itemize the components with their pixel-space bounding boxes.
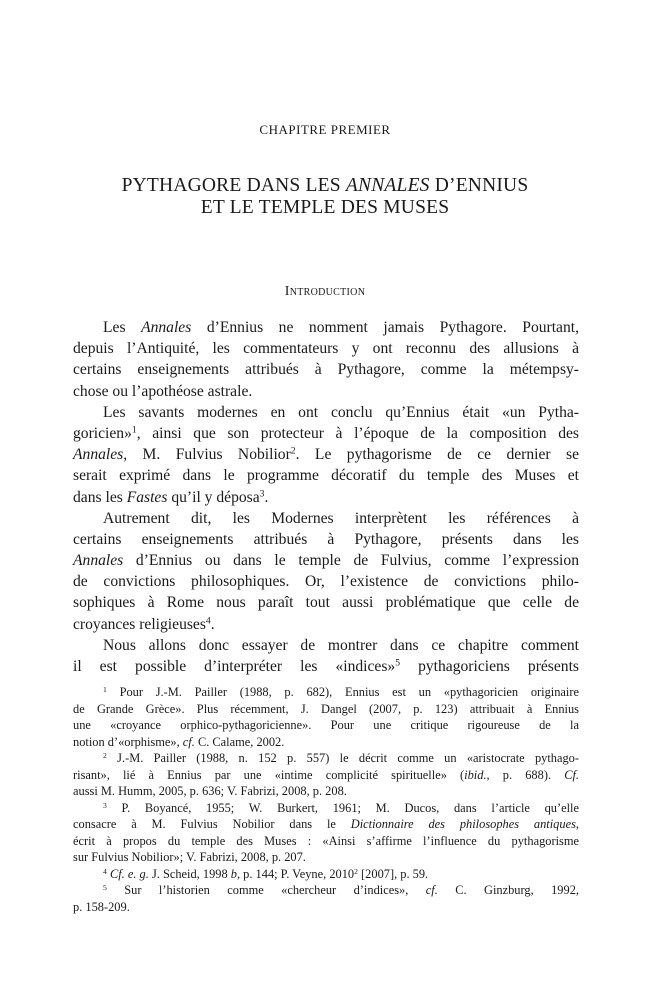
text: risant», lié à Ennius par une «intime complicité spirituelle» ( <box>73 767 465 782</box>
footnote-ref[interactable]: 1 <box>131 424 137 436</box>
footnote-line <box>73 734 579 751</box>
text: , <box>575 817 580 831</box>
italic-text: Annales <box>73 552 124 570</box>
text: . <box>210 615 215 633</box>
title-text: D’ENNIUS <box>429 175 529 196</box>
italic-text: Annales <box>73 446 124 464</box>
italic-text: Cf. <box>564 767 579 782</box>
body-line <box>73 550 579 571</box>
italic-text: b <box>230 866 237 881</box>
text: Les <box>103 319 142 336</box>
body-line: sophiques à Rome nous paraît tout aussi problématique que celle de <box>73 594 579 612</box>
text: d’Ennius ou dans le temple de Fulvius, comme l’expression <box>123 552 579 570</box>
text: il est possible d’interpréter les «indices» <box>73 658 396 675</box>
body-line <box>73 423 579 444</box>
footnote-ref[interactable]: 2 <box>290 445 296 457</box>
footnote-line <box>73 767 579 784</box>
body-line: Autrement dit, les Modernes interprètent les références à <box>103 509 579 527</box>
footnote-line: de Grande Grèce». Plus récemment, J. Dangel (2007, p. 123) attribuait à Ennius <box>73 701 579 716</box>
footnote-line <box>73 684 579 701</box>
text: notion d’«orphisme», <box>73 734 183 749</box>
text: d’Ennius ne nomment jamais Pythagore. Pourtant, <box>191 319 580 336</box>
footnote-number: 1 <box>103 684 107 694</box>
footnote-line <box>73 882 579 899</box>
text: J.-M. Pailler (1988, n. 152 p. 557) le décrit comme un «aristocrate pythago- <box>106 751 579 765</box>
text: P. Boyancé, 1955; W. Burkert, 1961; M. Ducos, dans l’article qu’elle <box>106 800 579 815</box>
italic-text: ibid. <box>464 767 487 782</box>
footnote-line: p. 158-209. <box>73 899 130 914</box>
footnote-line: écrit à propos du temple des Muses : «Ainsi s’affirme l’influence du pythagorisme <box>73 833 579 848</box>
text: . Le pythagorisme de ce dernier se <box>295 446 579 464</box>
body-line: depuis l’Antiquité, les commentateurs y ont reconnu des allusions à <box>73 340 579 358</box>
footnote-ref[interactable]: 5 <box>395 657 401 669</box>
footnote-line: sur Fulvius Nobilior»; V. Fabrizi, 2008, p. 207. <box>73 850 306 864</box>
text: consacre à M. Fulvius Nobilior dans le <box>73 817 351 831</box>
text: qu’il y déposa <box>167 488 260 506</box>
italic-text: cf. <box>182 734 195 749</box>
body-text <box>73 317 579 677</box>
text: . <box>264 488 269 506</box>
chapter-title-line-2: ET LE TEMPLE DES MUSES <box>200 197 450 218</box>
footnote-line <box>73 750 579 767</box>
footnote-line <box>73 800 579 817</box>
italic-text: Annales <box>141 319 192 336</box>
body-line: chose ou l’apothéose astrale. <box>73 382 253 400</box>
text: goricien» <box>73 424 132 442</box>
footnote-number: 4 <box>103 866 107 876</box>
italic-text: Dictionnaire des philosophes antiques <box>350 817 576 831</box>
italic-text: Fastes <box>126 488 168 506</box>
body-line <box>73 444 579 465</box>
body-line: Les savants modernes en ont conclu qu’Ennius était «un Pytha- <box>103 403 579 421</box>
text: pythagoriciens présents <box>400 658 579 675</box>
body-line: Nous allons donc essayer de montrer dans ce chapitre comment <box>103 636 579 654</box>
body-line: de convictions philosophiques. Or, l’existence de convictions philo- <box>73 573 579 591</box>
italic-text: cf. <box>425 883 438 897</box>
text: dans les <box>73 488 127 506</box>
footnote-line: une «croyance orphico-pythagoricienne». Pour une critique rigoureuse de la <box>73 718 579 732</box>
chapter-title-line-1 <box>0 175 650 197</box>
body-line <box>73 317 579 338</box>
text: , p. 144; P. Veyne, 2010 <box>236 866 355 881</box>
text: Pour J.-M. Pailler (1988, p. 682), Ennius est un «pythagoricien originaire <box>106 685 579 699</box>
italic-text: Cf. e. g. <box>106 866 149 881</box>
footnote-line <box>73 866 579 883</box>
body-line <box>73 487 579 508</box>
text: , M. Fulvius Nobilior <box>123 446 291 464</box>
body-line <box>73 614 579 635</box>
chapter-title <box>0 175 650 219</box>
body-line: serait exprimé dans le programme décoratif du temple des Muses et <box>73 467 579 485</box>
text: [2007], p. 59. <box>357 866 429 881</box>
section-heading: Introduction <box>284 284 366 299</box>
body-line: certains enseignements attribués à Pythagore, comme la métempsy- <box>73 361 579 379</box>
text: C. Calame, 2002. <box>194 734 285 749</box>
footnote-number: 3 <box>103 800 107 810</box>
footnotes <box>73 684 579 915</box>
body-line: certains enseignements attribués à Pythagore, présents dans les <box>73 530 579 548</box>
footnote-number: 2 <box>103 750 107 760</box>
footnote-ref[interactable]: 4 <box>205 615 211 627</box>
footnote-line: aussi M. Humm, 2005, p. 636; V. Fabrizi, 2008, p. 208. <box>73 784 347 798</box>
body-line <box>73 656 579 677</box>
footnote-ref[interactable]: 3 <box>259 488 265 500</box>
footnote-line <box>73 816 579 833</box>
chapter-label: CHAPITRE PREMIER <box>259 122 391 137</box>
title-italic: ANNALES <box>345 175 430 196</box>
text: Sur l’historien comme «chercheur d’indices», <box>106 883 426 897</box>
title-text: PYTHAGORE DANS LES <box>121 175 346 196</box>
text: croyances religieuses <box>73 615 206 633</box>
footnote-number: 5 <box>103 882 107 892</box>
text: C. Ginzburg, 1992, <box>437 883 579 897</box>
text: , p. 688). <box>486 767 565 782</box>
edition-superscript: 2 <box>354 866 358 876</box>
text: , ainsi que son protecteur à l’époque de la composition des <box>136 424 579 442</box>
text: J. Scheid, 1998 <box>148 866 231 881</box>
